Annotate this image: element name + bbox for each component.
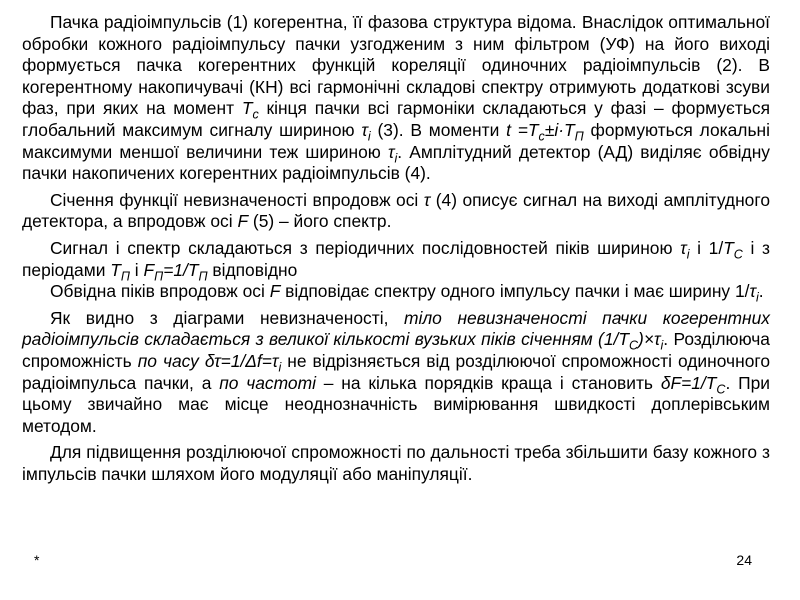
text-run: по частоті xyxy=(219,372,316,393)
text-run: τ xyxy=(653,329,661,350)
text-run: і xyxy=(129,259,144,280)
text-run: i xyxy=(686,247,690,262)
text-run: тіло невизначеності пачки когерентних радіоімпульсів складається з великої кількості вузьких піків січенням (1/T xyxy=(22,307,770,350)
text-run: формуються локальні максимуми меншої величини теж шириною xyxy=(22,119,770,162)
text-run: τ xyxy=(749,281,756,302)
text-run: C xyxy=(733,247,743,262)
text-run: . Розділююча спроможність xyxy=(22,329,770,371)
text-run: T xyxy=(723,237,734,258)
text-run: відповідає спектру одного імпульсу пачки і має ширину 1/ xyxy=(280,281,750,302)
text-run: )× xyxy=(638,329,654,350)
text-run: i xyxy=(755,290,759,305)
text-run: τ xyxy=(361,119,368,140)
text-run: Січення функції невизначеності впродовж осі xyxy=(50,189,424,210)
text-run: П xyxy=(154,269,164,283)
paragraph-p6 xyxy=(22,442,770,485)
text-run: F xyxy=(143,259,155,280)
text-run: T xyxy=(110,259,121,280)
text-run: τ xyxy=(387,141,395,162)
text-run: =1/T xyxy=(163,259,199,280)
paragraph-p3 xyxy=(22,238,770,281)
paragraph-p2 xyxy=(22,190,770,233)
text-run: по часу δτ=1/Δf=τ xyxy=(137,350,279,371)
paragraph-p5 xyxy=(22,308,770,438)
text-run: i xyxy=(278,360,282,375)
text-run: Для підвищення розділюючої спроможності по дальності треба збільшити базу кожного з імпульсів пачки шляхом його модуляції або маніпуляції. xyxy=(22,442,770,484)
body-text xyxy=(22,12,770,490)
text-run: (3). В моменти xyxy=(370,119,507,140)
text-run: τ xyxy=(680,237,687,258)
text-run: . Амплітудний детектор (АД) виділяє обвідну пачки накопичених когерентних радіоімпульсів (4). xyxy=(22,141,770,184)
text-run: – на кілька порядків краща і становить xyxy=(315,372,661,393)
text-run: Як видно з діаграми невизначеності, xyxy=(50,307,405,328)
text-run: C xyxy=(716,381,726,396)
text-run: F xyxy=(269,281,281,302)
text-run: (4) описує сигнал на виході амплітудного детектора, а впродовж осі xyxy=(22,189,770,232)
paragraph-p4 xyxy=(22,281,770,303)
text-run: c xyxy=(538,129,545,144)
text-run: кінця пачки всі гармоніки складаються у фазі – формується глобальний максимум сигналу шириною xyxy=(22,98,770,140)
text-run: . При цьому звичайно має місце неоднозначність вимірювання швидкості доплерівським методом. xyxy=(22,372,770,436)
text-run: i xyxy=(660,338,664,353)
text-run: c xyxy=(252,107,259,122)
text-run: П xyxy=(574,129,584,144)
text-run: T xyxy=(241,98,253,119)
text-run: i xyxy=(367,129,371,144)
text-run: C xyxy=(628,338,639,353)
text-run: δF=1/T xyxy=(660,372,717,393)
page-number: 24 xyxy=(736,552,752,568)
text-run: Сигнал і спектр складаються з періодичних послідовностей піків шириною xyxy=(50,237,681,258)
text-run: ±i·T xyxy=(544,119,575,140)
text-run: відповідно xyxy=(207,259,298,280)
text-run: . xyxy=(758,281,764,302)
text-run: t =T xyxy=(506,119,539,140)
text-run: і 1/ xyxy=(689,237,724,258)
text-run: П xyxy=(198,269,208,283)
paragraph-p1 xyxy=(22,12,770,185)
text-run: F xyxy=(237,211,249,232)
text-run: не відрізняється від розділюючої спроможності одиночного радіоімпульса пачки, а xyxy=(22,350,771,393)
text-run: i xyxy=(394,151,398,166)
text-run: Обвідна піків впродовж осі xyxy=(50,281,270,302)
text-run: і з періодами xyxy=(22,237,770,280)
text-run: П xyxy=(120,269,130,283)
text-run: (5) – його спектр. xyxy=(248,211,392,232)
text-run: τ xyxy=(423,189,431,210)
text-run: Пачка радіоімпульсів (1) когерентна, її фазова структура відома. Внаслідок оптимальної обробки кожного радіоімпульсу пачки узгодженим з ним фільтром (УФ) на його виході формується пачка когерентних функцій кореляції одиночних радіоімпульсів (2). В когерентному накопичувачі (КН) всі гармонічні складові спектру отримують додаткові зсуви фаз, при яких на момент xyxy=(22,12,770,119)
footer-marker: * xyxy=(34,552,40,568)
